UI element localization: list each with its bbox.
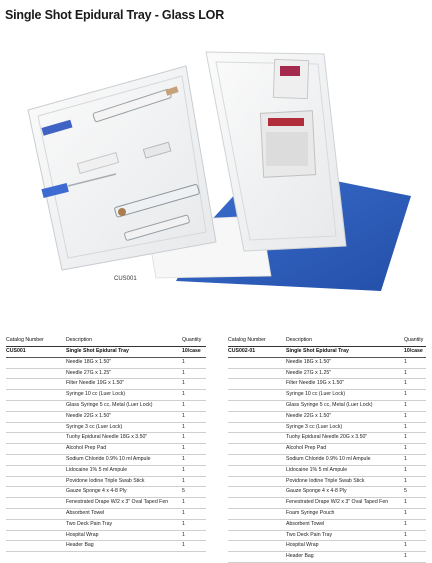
cell-quantity: 1: [182, 412, 185, 419]
cell-quantity: 1: [404, 531, 407, 538]
cell-description: Lidocaine 1% 5 ml Ampule: [286, 466, 348, 473]
cell-description: Alcohol Prep Pad: [66, 445, 107, 452]
cell-description: Fenestrated Drape W/2 x 3" Oval Taped Fen: [66, 499, 169, 506]
cell-quantity: 10/case: [404, 348, 423, 354]
cell-description: Povidone Iodine Triple Swab Stick: [66, 477, 145, 484]
table-body: [228, 347, 426, 563]
photo-caption: CUS001: [114, 276, 137, 282]
table-row: [6, 369, 206, 380]
cell-quantity: 1: [182, 542, 185, 549]
cell-description: Syringe 3 cc (Luer Lock): [286, 423, 343, 430]
catalog-table-cus001: [6, 338, 206, 552]
cell-description: Glass Syringe 5 cc, Metal (Luer Lock): [66, 401, 153, 408]
header-quantity: Quantity: [182, 337, 202, 343]
cell-quantity: 1: [182, 391, 185, 398]
alcohol-prep-pouch: [273, 59, 308, 98]
cell-description: Syringe 10 cc (Luer Lock): [286, 391, 346, 398]
table-row: [6, 358, 206, 369]
table-row: [6, 379, 206, 390]
cell-quantity: 10/case: [182, 348, 201, 354]
cell-description: Needle 18G x 1.50": [286, 358, 332, 365]
cell-description: Single Shot Epidural Tray: [286, 348, 349, 354]
cell-description: Fenestrated Drape W/2 x 3" Oval Taped Fen: [286, 499, 389, 506]
cell-description: Sodium Chloride 0.9% 10 ml Ampule: [286, 455, 371, 462]
table-row: [228, 433, 426, 444]
table-row: [228, 401, 426, 412]
table-row: [228, 390, 426, 401]
cell-description: Two Deck Pain Tray: [286, 531, 333, 538]
cell-description: Absorbent Towel: [286, 520, 325, 527]
cell-description: Hospital Wrap: [66, 531, 99, 538]
table-row: [228, 498, 426, 509]
cell-quantity: 1: [182, 380, 185, 387]
table-row: [228, 369, 426, 380]
cell-quantity: 1: [404, 455, 407, 462]
cell-quantity: 1: [404, 369, 407, 376]
cell-description: Syringe 10 cc (Luer Lock): [66, 391, 126, 398]
cell-quantity: 1: [182, 531, 185, 538]
page-title: Single Shot Epidural Tray - Glass LOR: [5, 8, 225, 22]
table-row: [6, 390, 206, 401]
cell-quantity: 1: [182, 509, 185, 516]
cell-quantity: 1: [404, 542, 407, 549]
cell-description: Filter Needle 19G x 1.50": [66, 380, 125, 387]
cell-quantity: 1: [182, 499, 185, 506]
cell-quantity: 1: [404, 445, 407, 452]
table-row: [6, 541, 206, 552]
table-row: [6, 498, 206, 509]
catalog-table-cus002: [228, 338, 426, 563]
table-row: [6, 433, 206, 444]
table-body: [6, 347, 206, 552]
cell-quantity: 1: [404, 499, 407, 506]
cell-description: Absorbent Towel: [66, 509, 105, 516]
cell-quantity: 1: [404, 380, 407, 387]
header-catalog-number: Catalog Number: [228, 337, 266, 343]
cell-catalog-number: CUS002-01: [228, 348, 256, 354]
cell-description: Lidocaine 1% 5 ml Ampule: [66, 466, 128, 473]
cell-quantity: 5: [182, 488, 185, 495]
table-row: [228, 347, 426, 358]
cell-description: Needle 22G x 1.50": [66, 412, 112, 419]
cell-quantity: 1: [182, 423, 185, 430]
table-row: [228, 509, 426, 520]
header-catalog-number: Catalog Number: [6, 337, 44, 343]
cell-description: Needle 22G x 1.50": [286, 412, 332, 419]
cell-quantity: 1: [404, 423, 407, 430]
cell-catalog-number: CUS001: [6, 348, 26, 354]
cell-quantity: 1: [404, 466, 407, 473]
table-row: [6, 531, 206, 542]
table-row: [228, 531, 426, 542]
cell-quantity: 1: [404, 434, 407, 441]
cell-quantity: 1: [404, 391, 407, 398]
cell-description: Gauze Sponge 4 x 4-8 Ply: [66, 488, 127, 495]
cell-quantity: 1: [404, 412, 407, 419]
table-row: [228, 487, 426, 498]
cell-quantity: 1: [404, 509, 407, 516]
cell-description: Header Bag: [66, 542, 94, 549]
table-row: [6, 412, 206, 423]
header-description: Description: [66, 337, 92, 343]
table-row: [6, 423, 206, 434]
cell-quantity: 1: [404, 520, 407, 527]
cell-description: Two Deck Pain Tray: [66, 520, 113, 527]
table-row: [228, 423, 426, 434]
table-row: [228, 466, 426, 477]
cell-description: Gauze Sponge 4 x 4-8 Ply: [286, 488, 347, 495]
table-row: [6, 477, 206, 488]
cell-description: Foam Syringe Pouch: [286, 509, 335, 516]
table-header: [228, 338, 426, 347]
cell-description: Filter Needle 19G x 1.50": [286, 380, 345, 387]
header-quantity: Quantity: [404, 337, 424, 343]
table-row: [228, 379, 426, 390]
table-row: [228, 444, 426, 455]
cell-quantity: 1: [182, 401, 185, 408]
cell-quantity: 1: [404, 553, 407, 560]
cell-quantity: 1: [182, 477, 185, 484]
cell-quantity: 1: [182, 455, 185, 462]
cell-description: Single Shot Epidural Tray: [66, 348, 129, 354]
cell-description: Alcohol Prep Pad: [286, 445, 327, 452]
table-row: [6, 509, 206, 520]
table-row: [6, 520, 206, 531]
table-header: [6, 338, 206, 347]
table-row: [6, 487, 206, 498]
cell-description: Needle 27G x 1.25": [66, 369, 112, 376]
table-row: [228, 412, 426, 423]
cell-description: Sodium Chloride 0.9% 10 ml Ampule: [66, 455, 151, 462]
cell-description: Needle 18G x 1.50": [66, 358, 112, 365]
table-row: [6, 444, 206, 455]
cell-description: Header Bag: [286, 553, 314, 560]
cell-quantity: 5: [404, 488, 407, 495]
table-row: [6, 401, 206, 412]
cell-description: Glass Syringe 5 cc, Metal (Luer Lock): [286, 401, 373, 408]
cell-quantity: 1: [182, 520, 185, 527]
cell-quantity: 1: [404, 401, 407, 408]
header-description: Description: [286, 337, 312, 343]
cell-quantity: 1: [182, 434, 185, 441]
cell-quantity: 1: [182, 358, 185, 365]
cell-quantity: 1: [182, 445, 185, 452]
product-photo: [6, 46, 426, 296]
lower-tray: [28, 66, 216, 270]
table-row: [6, 455, 206, 466]
cell-quantity: 1: [404, 358, 407, 365]
table-row: [228, 520, 426, 531]
table-row: [6, 466, 206, 477]
cell-description: Hospital Wrap: [286, 542, 319, 549]
table-row: [6, 347, 206, 358]
cell-description: Needle 27G x 1.25": [286, 369, 332, 376]
cell-quantity: 1: [182, 369, 185, 376]
cell-description: Tuohy Epidural Needle 20G x 3.50": [286, 434, 368, 441]
table-row: [228, 541, 426, 552]
cell-quantity: 1: [182, 466, 185, 473]
table-row: [228, 455, 426, 466]
table-row: [228, 477, 426, 488]
cell-description: Povidone Iodine Triple Swab Stick: [286, 477, 365, 484]
table-row: [228, 552, 426, 563]
table-row: [228, 358, 426, 369]
cell-description: Syringe 3 cc (Luer Lock): [66, 423, 123, 430]
cell-quantity: 1: [404, 477, 407, 484]
cell-description: Tuohy Epidural Needle 18G x 3.50": [66, 434, 148, 441]
